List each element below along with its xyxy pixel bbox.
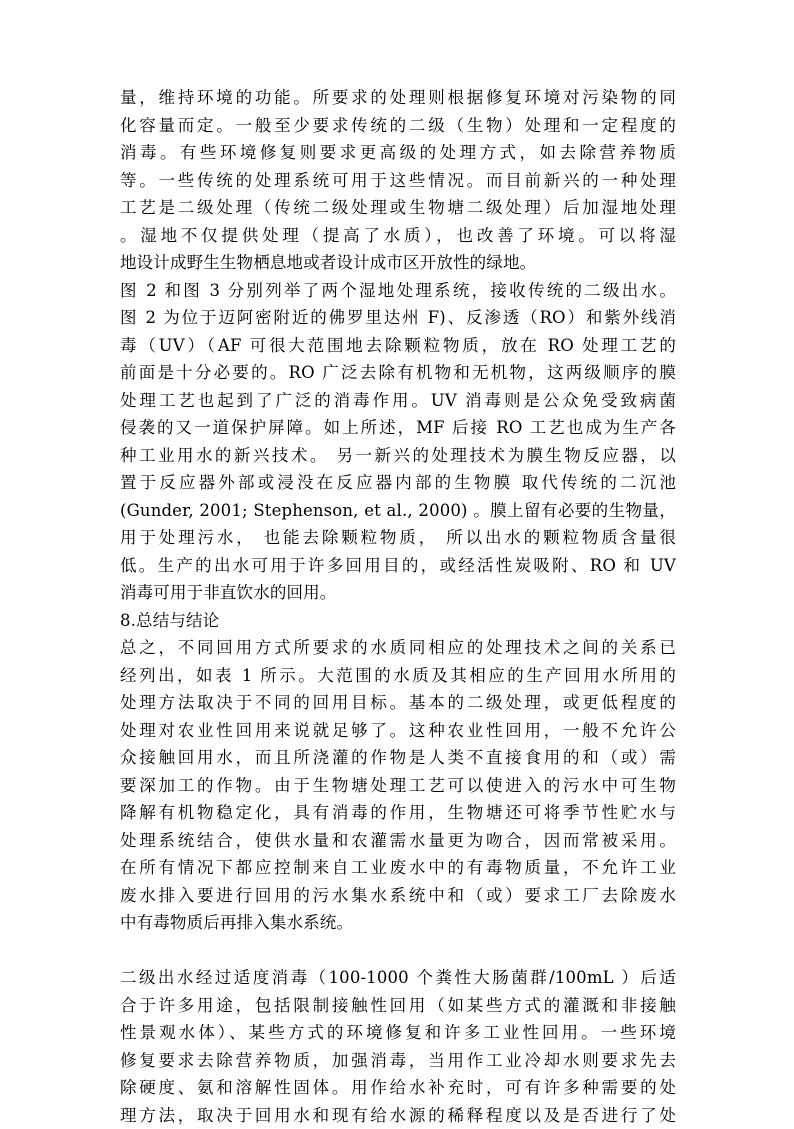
text-line: 修复要求去除营养物质，加强消毒，当用作工业冷却水则要求先去 bbox=[120, 1047, 676, 1075]
text-line: 地设计成野生生物栖息地或者设计成市区开放性的绿地。 bbox=[120, 249, 676, 277]
text-line: 消毒。有些环境修复则要求更高级的处理方式，如去除营养物质 bbox=[120, 139, 676, 167]
paragraph-spacer bbox=[120, 937, 676, 965]
text-line: 总之，不同回用方式所要求的水质同相应的处理技术之间的关系已 bbox=[120, 634, 676, 662]
text-line: 低。生产的出水可用于许多回用目的，或经活性炭吸附、RO 和 UV bbox=[120, 552, 676, 580]
text-line: 要深加工的作物。由于生物塘处理工艺可以使进入的污水中可生物 bbox=[120, 772, 676, 800]
text-line: 侵袭的又一道保护屏障。如上所述，MF 后接 RO 工艺也成为生产各 bbox=[120, 414, 676, 442]
section-heading: 8.总结与结论 bbox=[120, 607, 676, 635]
text-line: 性景观水体）、某些方式的环境修复和许多工业性回用。一些环境 bbox=[120, 1019, 676, 1047]
text-line: 处理系统结合，使供水量和农灌需水量更为吻合，因而常被采用。 bbox=[120, 827, 676, 855]
text-line: 合于许多用途，包括限制接触性回用（如某些方式的灌溉和非接触 bbox=[120, 992, 676, 1020]
text-line: 前面是十分必要的。RO 广泛去除有机物和无机物，这两级顺序的膜 bbox=[120, 359, 676, 387]
text-line: 工艺是二级处理（传统二级处理或生物塘二级处理）后加湿地处理 bbox=[120, 194, 676, 222]
text-line: 量，维持环境的功能。所要求的处理则根据修复环境对污染物的同 bbox=[120, 84, 676, 112]
text-line: 除硬度、氨和溶解性固体。用作给水补充时，可有许多种需要的处 bbox=[120, 1074, 676, 1102]
text-line: 。湿地不仅提供处理（提高了水质），也改善了环境。可以将湿 bbox=[120, 222, 676, 250]
text-line: 用于处理污水， 也能去除颗粒物质， 所以出水的颗粒物质含量很 bbox=[120, 524, 676, 552]
document-page bbox=[120, 84, 676, 1129]
text-line: 理方法，取决于回用水和现有给水源的稀释程度以及是否进行了处 bbox=[120, 1102, 676, 1129]
text-line: 废水排入要进行回用的污水集水系统中和（或）要求工厂去除废水 bbox=[120, 882, 676, 910]
text-line: 处理对农业性回用来说就足够了。这种农业性回用，一般不允许公 bbox=[120, 717, 676, 745]
text-line: 经列出，如表 1 所示。大范围的水质及其相应的生产回用水所用的 bbox=[120, 662, 676, 690]
text-line: 图 2 和图 3 分别列举了两个湿地处理系统，接收传统的二级出水。 bbox=[120, 277, 676, 305]
text-line: (Gunder, 2001; Stephenson, et al., 2000) 。膜上留有必要的生物量， bbox=[120, 497, 676, 525]
text-line: 降解有机物稳定化，具有消毒的作用，生物塘还可将季节性贮水与 bbox=[120, 799, 676, 827]
paragraph-secondary-effluent bbox=[120, 964, 676, 1129]
text-line: 中有毒物质后再排入集水系统。 bbox=[120, 909, 676, 937]
text-line: 众接触回用水，而且所浇灌的作物是人类不直接食用的和（或）需 bbox=[120, 744, 676, 772]
paragraph-summary bbox=[120, 634, 676, 937]
text-line: 二级出水经过适度消毒（100-1000 个粪性大肠菌群/100mL ）后适 bbox=[120, 964, 676, 992]
text-line: 处理工艺也起到了广泛的消毒作用。UV 消毒则是公众免受致病菌 bbox=[120, 387, 676, 415]
text-line: 化容量而定。一般至少要求传统的二级（生物）处理和一定程度的 bbox=[120, 112, 676, 140]
paragraph-wetland-examples bbox=[120, 277, 676, 607]
text-line: 种工业用水的新兴技术。 另一新兴的处理技术为膜生物反应器，以 bbox=[120, 442, 676, 470]
text-line: 在所有情况下都应控制来自工业废水中的有毒物质量，不允许工业 bbox=[120, 854, 676, 882]
text-line: 消毒可用于非直饮水的回用。 bbox=[120, 579, 676, 607]
text-line: 处理方法取决于不同的回用目标。基本的二级处理，或更低程度的 bbox=[120, 689, 676, 717]
text-line: 图 2 为位于迈阿密附近的佛罗里达州 F)、反渗透（RO）和紫外线消 bbox=[120, 304, 676, 332]
text-line: 等。一些传统的处理系统可用于这些情况。而目前新兴的一种处理 bbox=[120, 167, 676, 195]
text-line: 毒（UV）（AF 可很大范围地去除颗粒物质，放在 RO 处理工艺的 bbox=[120, 332, 676, 360]
paragraph-environment-restoration bbox=[120, 84, 676, 277]
text-line: 置于反应器外部或浸没在反应器内部的生物膜 取代传统的二沉池 bbox=[120, 469, 676, 497]
